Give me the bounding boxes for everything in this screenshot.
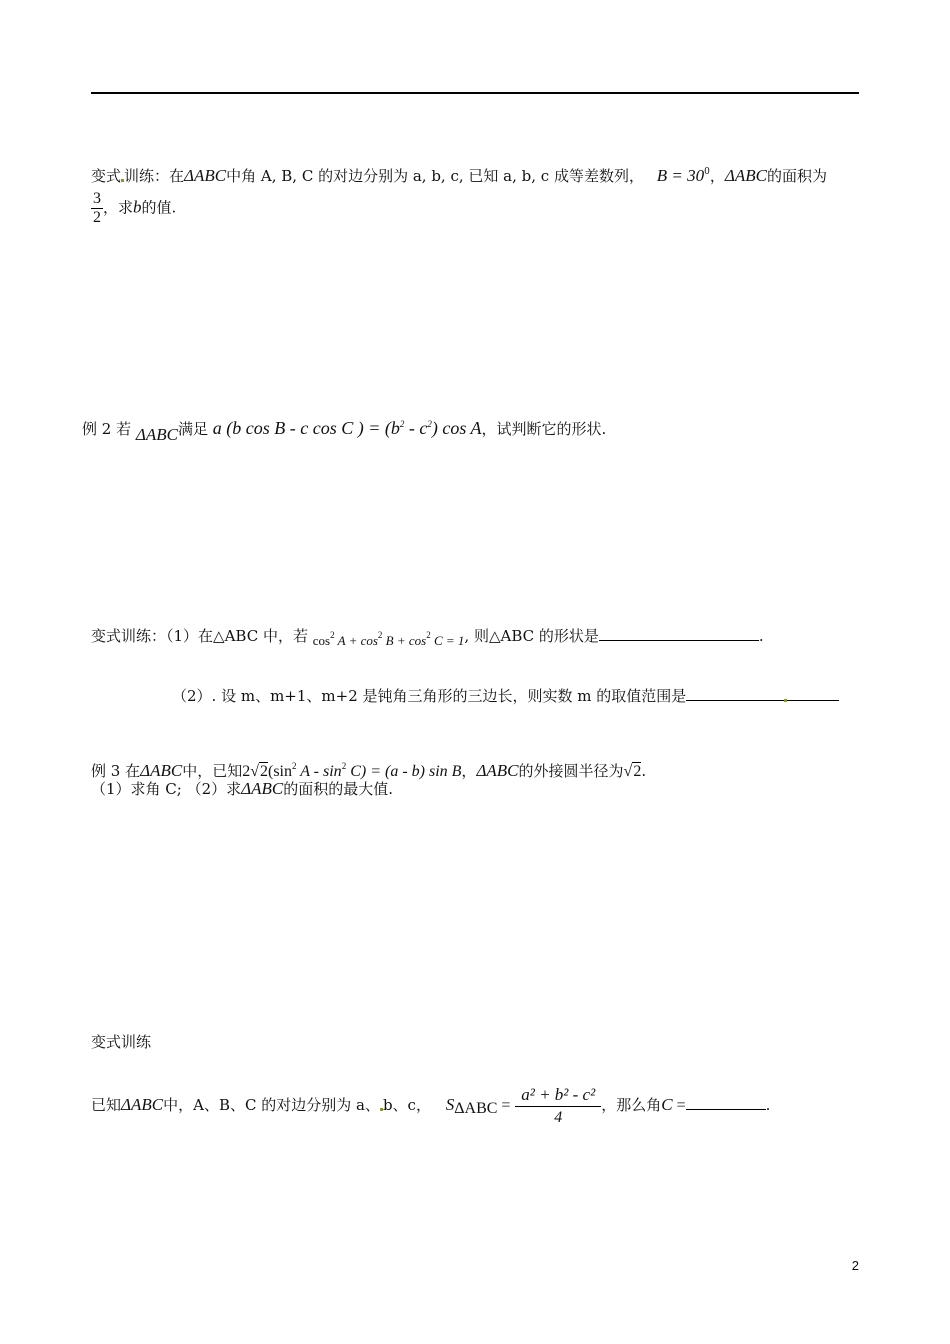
denominator: 2 [93,209,101,226]
text: 的值. [141,198,177,217]
math-part: B + cos [382,633,427,648]
math-triangle: ΔABC [184,166,227,185]
math-part: cos [312,633,331,648]
math-triangle: ΔABC [135,425,178,444]
math-triangle: ΔABC [140,761,183,780]
math-equation: $2√2(\sin^2$ $A - \sin^2 C) = (a - b)$ sin B [242,761,462,780]
text: 满足 [177,420,208,438]
text: ， [461,762,477,780]
text: 中角 A, B, C 的对边分别为 a, b, c, 已知 a, b, c 成等差数列， [226,167,644,185]
example-label: 例 3 在 [91,762,141,780]
text: 中，A、B、C 的对边分别为 a、 [163,1096,380,1114]
exercise-3 [91,1082,770,1128]
math-part: - c [404,418,428,438]
math-triangle: ΔABC [121,1095,164,1114]
page-number: 2 [851,1258,859,1273]
math-c: C [661,1095,673,1114]
exercise-2-part2 [172,686,839,706]
text: （1）求角 C; （2）求 [91,780,242,798]
math-part: ) cos A [431,418,482,438]
text: . [765,1096,771,1114]
math-sup: 2 [341,761,347,771]
text: 训练：在 [124,167,185,185]
math-part: = [497,1097,511,1114]
math-sup: 2 [291,761,297,771]
math-triangle: ΔABC [476,761,519,780]
text: ，那么角 [601,1096,662,1114]
math-triangle: ΔABC [241,779,284,798]
math-part: A + cos [334,633,378,648]
math-equation [213,418,482,438]
math-sub: ΔABC [454,1100,498,1117]
math-sup: 2 [427,419,432,429]
answer-blank[interactable] [686,1095,766,1110]
fraction-3-2 [91,190,103,227]
numerator: a² + b² - c² [515,1084,601,1107]
math-sup: 2 [399,419,405,429]
text: , 则△ABC 的形状是 [464,627,599,645]
math-angle-b: B = 30 [656,166,705,185]
header-rule [91,92,859,94]
text: 的面积的最大值. [283,780,394,798]
text: 的外接圆半径为 [518,762,624,780]
text: . [641,762,647,780]
math-radicand: 2 [633,763,642,780]
exercise-3-title [91,1032,151,1052]
math-part: 2 [242,763,251,780]
text: ， [709,167,725,185]
text: b、c， [382,1096,431,1114]
exercise-1-line2 [91,190,176,227]
exercise-2-part1 [91,621,764,647]
math-part: (sin [267,763,292,780]
math-part: C) = (a - b) sin B [346,763,462,780]
text: 已知 [91,1096,122,1114]
text: 变式 [91,167,122,185]
example-label: 例 2 若 [82,420,132,438]
math-sup: 2 [330,630,335,640]
math-part: A - sin [296,763,342,780]
example-3: 例 3 在ΔABC中，已知$2√2(\sin^2$ $A - \sin^2 C) = (a - b)$ sin B，ΔABC的外接圆半径为√2. [91,761,647,780]
text: ，试判断它的形状. [481,420,607,438]
math-radicand: 2 [259,763,268,780]
math-part: a (b cos B - c cos C ) = (b [212,418,400,438]
example-3-questions [91,779,393,799]
example-2 [82,414,607,444]
text: ，求 [103,198,134,217]
answer-blank[interactable] [686,686,784,701]
math-triangle: ΔABC [724,166,767,185]
math-sup: 2 [377,630,383,640]
math-area: S [445,1095,455,1114]
math-part: C = 1 [430,633,465,648]
denominator: 4 [554,1108,563,1126]
text: . [758,627,764,645]
answer-blank[interactable] [599,626,759,641]
numerator: 3 [93,190,101,207]
text: 的面积为 [766,167,827,185]
math-part: = [672,1097,686,1114]
answer-blank[interactable] [787,686,839,701]
text: 中，已知 [182,762,243,780]
fraction-area [515,1084,601,1129]
math-equation [312,630,465,648]
math-degree: 0 [704,167,710,177]
text: （2）. 设 m、m+1、m+2 是钝角三角形的三边长，则实数 m 的取值范围是 [172,687,687,705]
math-b: b [133,197,142,217]
text: 变式训练：（1）在△ABC 中，若 [91,627,308,645]
exercise-1-line1 [91,162,827,186]
text: 变式训练 [91,1033,152,1051]
math-sup: 2 [426,630,431,640]
